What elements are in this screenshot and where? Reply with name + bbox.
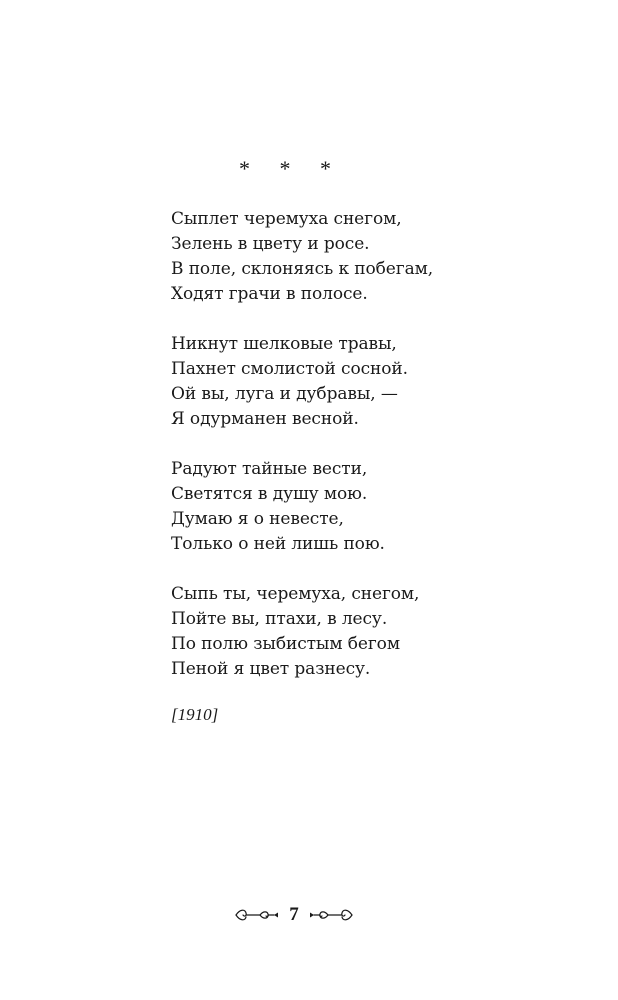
poem-line: Сыплет черемуха снегом,	[171, 209, 402, 229]
poem-line: Пойте вы, птахи, в лесу.	[171, 609, 388, 629]
stanza-3	[171, 457, 591, 557]
poem-line: Зелень в цвету и росе.	[171, 234, 370, 254]
poem-line: По полю зыбистым бегом	[171, 634, 400, 654]
flourish-ornament-icon	[234, 907, 280, 923]
poem-line: Я одурманен весной.	[171, 409, 359, 429]
page-footer	[0, 900, 588, 930]
poem-line: Ой вы, луга и дубравы, —	[171, 384, 398, 404]
stanza-4	[171, 582, 591, 682]
poem-line: В поле, склоняясь к побегам,	[171, 259, 434, 279]
stanza-1	[171, 207, 591, 307]
section-asterism: * * *	[239, 156, 343, 181]
stanza-2	[171, 332, 591, 432]
poem-line: Только о ней лишь пою.	[171, 534, 385, 554]
poem-line: Светятся в душу мою.	[171, 484, 368, 504]
poem-date: [1910]	[171, 705, 219, 724]
poem-line: Сыпь ты, черемуха, снегом,	[171, 584, 420, 604]
poem-line: Пеной я цвет разнесу.	[171, 659, 371, 679]
poem-line: Ходят грачи в полосе.	[171, 284, 368, 304]
poem-line: Думаю я о невесте,	[171, 509, 344, 529]
poem-line: Радуют тайные вести,	[171, 459, 368, 479]
poem-line: Пахнет смолистой сосной.	[171, 359, 408, 379]
page-number: 7	[289, 904, 299, 925]
flourish-ornament-icon	[308, 907, 354, 923]
poem	[171, 207, 591, 707]
poem-line: Никнут шелковые травы,	[171, 334, 397, 354]
